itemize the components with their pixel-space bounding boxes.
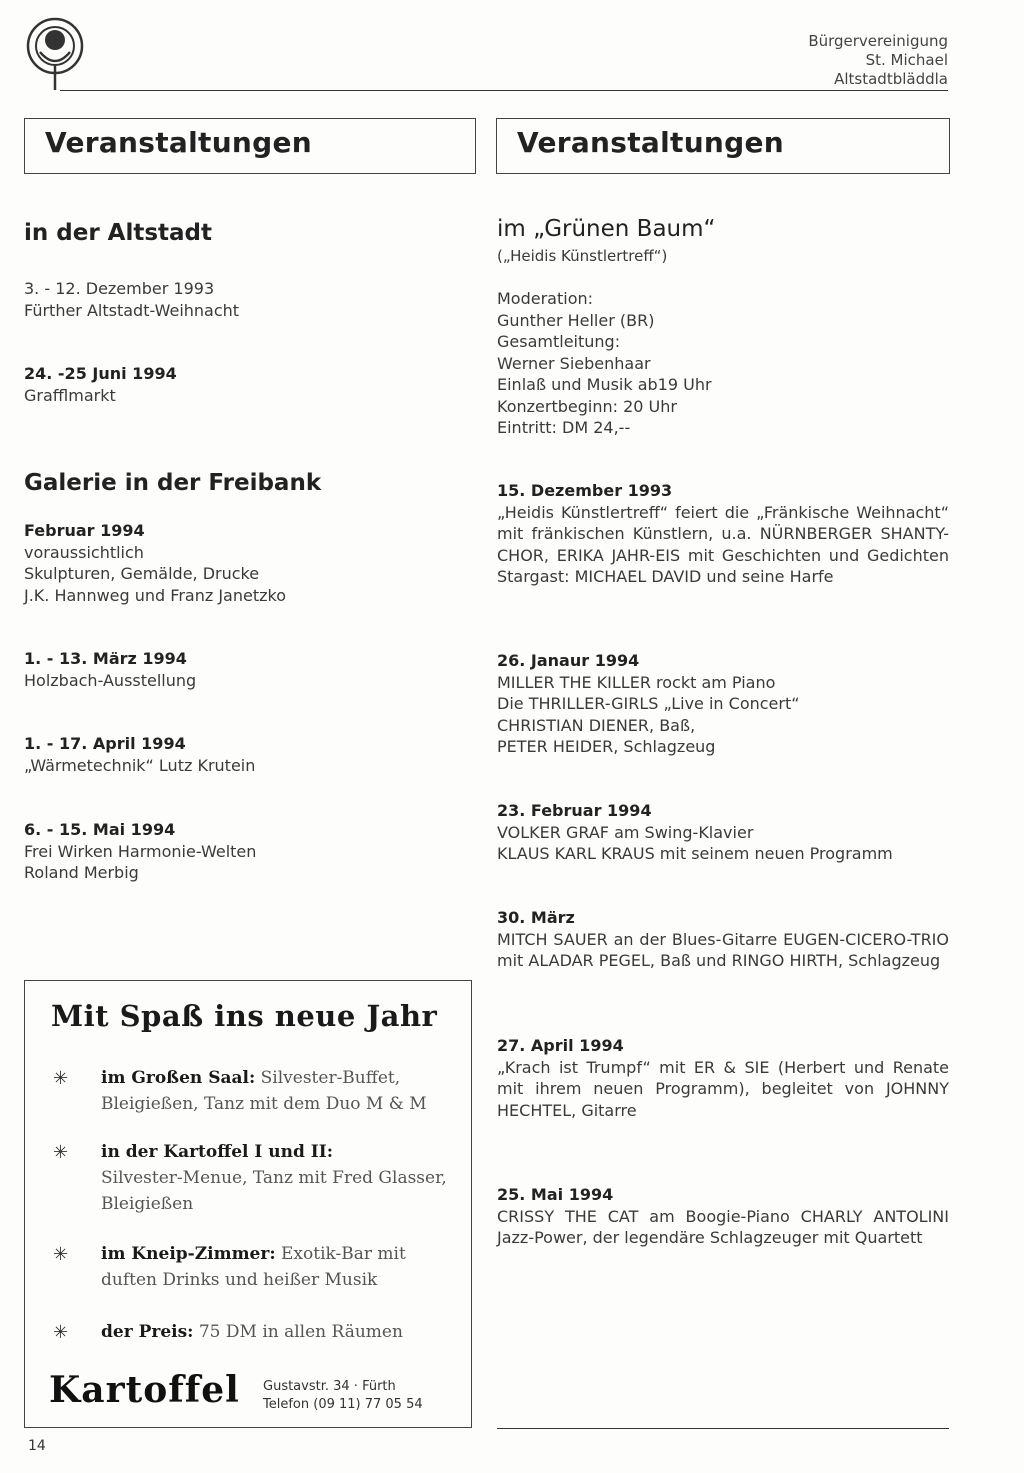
altstadt-heading: in der Altstadt — [24, 220, 213, 246]
event-date: 1. - 17. April 1994 — [24, 734, 186, 753]
event-line: MILLER THE KILLER rockt am Piano — [497, 672, 776, 692]
event-date: 30. März — [497, 908, 575, 927]
event-line: KLAUS KARL KRAUS mit seinem neuen Programm — [497, 844, 893, 863]
ad-item-text: Exotik-Bar mit duften Drinks und heißer Musik — [101, 1244, 406, 1290]
event-text: MITCH SAUER an der Blues-Gitarre EUGEN-CICERO-TRIO mit ALADAR PEGEL, Baß und RINGO HIRTH, Schlagzeug — [497, 929, 949, 970]
right-section-title: Veranstaltungen — [517, 126, 785, 159]
info-line: Eintritt: DM 24,-- — [497, 418, 631, 437]
event-line: PETER HEIDER, Schlagzeug — [497, 737, 716, 756]
association-logo-icon — [24, 16, 86, 92]
event-line: Roland Merbig — [24, 863, 139, 882]
event-line: „Wärmetechnik“ Lutz Krutein — [24, 755, 256, 775]
ad-item — [53, 1319, 453, 1345]
ad-item-label: der Preis: — [101, 1322, 194, 1342]
event-line: VOLKER GRAF am Swing-Klavier — [497, 822, 754, 842]
gruener-baum-event — [497, 1184, 949, 1249]
asterisk-icon: ✳ — [53, 1142, 69, 1163]
gruener-baum-event — [497, 1035, 949, 1121]
event-line: Grafflmarkt — [24, 385, 116, 405]
header-rule — [60, 90, 948, 91]
left-section-title-box — [24, 118, 476, 174]
event-date: 27. April 1994 — [497, 1036, 624, 1055]
galerie-event — [24, 520, 286, 606]
event-line: voraussichtlich — [24, 542, 144, 562]
galerie-heading: Galerie in der Freibank — [24, 470, 322, 496]
kartoffel-advertisement — [24, 980, 472, 1428]
galerie-event — [24, 733, 255, 776]
event-date: Februar 1994 — [24, 521, 145, 540]
ad-item-text: Silvester-Buffet, Bleigießen, Tanz mit dem Duo M & M — [101, 1068, 427, 1114]
gruener-baum-subheading: („Heidis Künstlertreff“) — [497, 247, 668, 265]
altstadt-event — [24, 363, 177, 406]
event-date: 24. -25 Juni 1994 — [24, 364, 177, 383]
right-section-title-box — [496, 118, 950, 174]
ad-item — [53, 1065, 453, 1117]
ad-street: Gustavstr. 34 · Fürth — [263, 1379, 396, 1394]
event-line: Holzbach-Ausstellung — [24, 670, 197, 690]
ad-item — [53, 1241, 453, 1293]
event-text: „Heidis Künstlertreff“ feiert die „Fränkische Weihnacht“ mit fränkischen Künstlern, u.a. NÜRNBERGER SHANTY-CHOR, ERIKA JAHR-EIS mit Geschichten und Gedichten Stargast: MICHAEL DAVID und seine Harfe — [497, 502, 949, 586]
association-line-3: Altstadtbläddla — [834, 70, 948, 88]
event-line: Skulpturen, Gemälde, Drucke — [24, 564, 260, 583]
event-text: „Krach ist Trumpf“ mit ER & SIE (Herbert und Renate mit ihrem neuen Programm), begleitet von JOHNNY HECHTEL, Gitarre — [497, 1057, 949, 1120]
ad-item-label: im Großen Saal: — [101, 1068, 256, 1088]
info-line: Moderation: — [497, 289, 594, 308]
gruener-baum-event — [497, 907, 949, 972]
gruener-baum-event — [497, 800, 893, 865]
ad-item-label: in der Kartoffel I und II: — [101, 1142, 333, 1162]
ad-item — [53, 1139, 453, 1217]
info-line: Einlaß und Musik ab19 Uhr — [497, 375, 712, 394]
event-date: 3. - 12. Dezember 1993 — [24, 279, 215, 298]
altstadt-event — [24, 278, 239, 321]
gruener-baum-info — [497, 288, 712, 439]
galerie-event — [24, 648, 196, 691]
event-date: 1. - 13. März 1994 — [24, 649, 187, 668]
ad-item-text: 75 DM in allen Räumen — [198, 1322, 403, 1342]
event-text: CRISSY THE CAT am Boogie-Piano CHARLY ANTOLINI Jazz-Power, der legendäre Schlagzeuger mit Quartett — [497, 1206, 949, 1247]
event-date: 23. Februar 1994 — [497, 801, 652, 820]
event-line: CHRISTIAN DIENER, Baß, — [497, 715, 696, 735]
event-date: 15. Dezember 1993 — [497, 481, 673, 500]
gruener-baum-heading: im „Grünen Baum“ — [497, 216, 716, 242]
event-date: 25. Mai 1994 — [497, 1185, 614, 1204]
footer-rule — [497, 1428, 949, 1429]
event-date: 26. Janaur 1994 — [497, 651, 640, 670]
event-line: Fürther Altstadt-Weihnacht — [24, 300, 240, 320]
page-number: 14 — [28, 1438, 46, 1454]
event-line: Frei Wirken Harmonie-Welten — [24, 841, 257, 861]
gruener-baum-event — [497, 480, 949, 588]
galerie-event — [24, 819, 256, 884]
event-line: J.K. Hannweg und Franz Janetzko — [24, 585, 286, 605]
info-line: Gesamtleitung: — [497, 332, 621, 351]
association-line-2: St. Michael — [865, 51, 948, 69]
association-line-1: Bürgervereinigung — [808, 32, 948, 50]
ad-title: Mit Spaß ins neue Jahr — [51, 999, 438, 1033]
left-section-title: Veranstaltungen — [45, 126, 313, 159]
ad-address — [263, 1378, 423, 1414]
association-name — [808, 32, 948, 89]
info-line: Werner Siebenhaar — [497, 353, 651, 373]
ad-phone: Telefon (09 11) 77 05 54 — [263, 1397, 423, 1412]
ad-item-text: Silvester-Menue, Tanz mit Fred Glasser, Bleigießen — [101, 1168, 447, 1214]
info-line: Gunther Heller (BR) — [497, 310, 655, 330]
kartoffel-logo: Kartoffel — [49, 1369, 240, 1411]
asterisk-icon: ✳ — [53, 1322, 69, 1343]
info-line: Konzertbeginn: 20 Uhr — [497, 396, 677, 416]
ad-item-label: im Kneip-Zimmer: — [101, 1244, 276, 1264]
asterisk-icon: ✳ — [53, 1244, 69, 1265]
asterisk-icon: ✳ — [53, 1068, 69, 1089]
gruener-baum-event — [497, 650, 800, 758]
event-line: Die THRILLER-GIRLS „Live in Concert“ — [497, 694, 800, 713]
event-date: 6. - 15. Mai 1994 — [24, 820, 176, 839]
